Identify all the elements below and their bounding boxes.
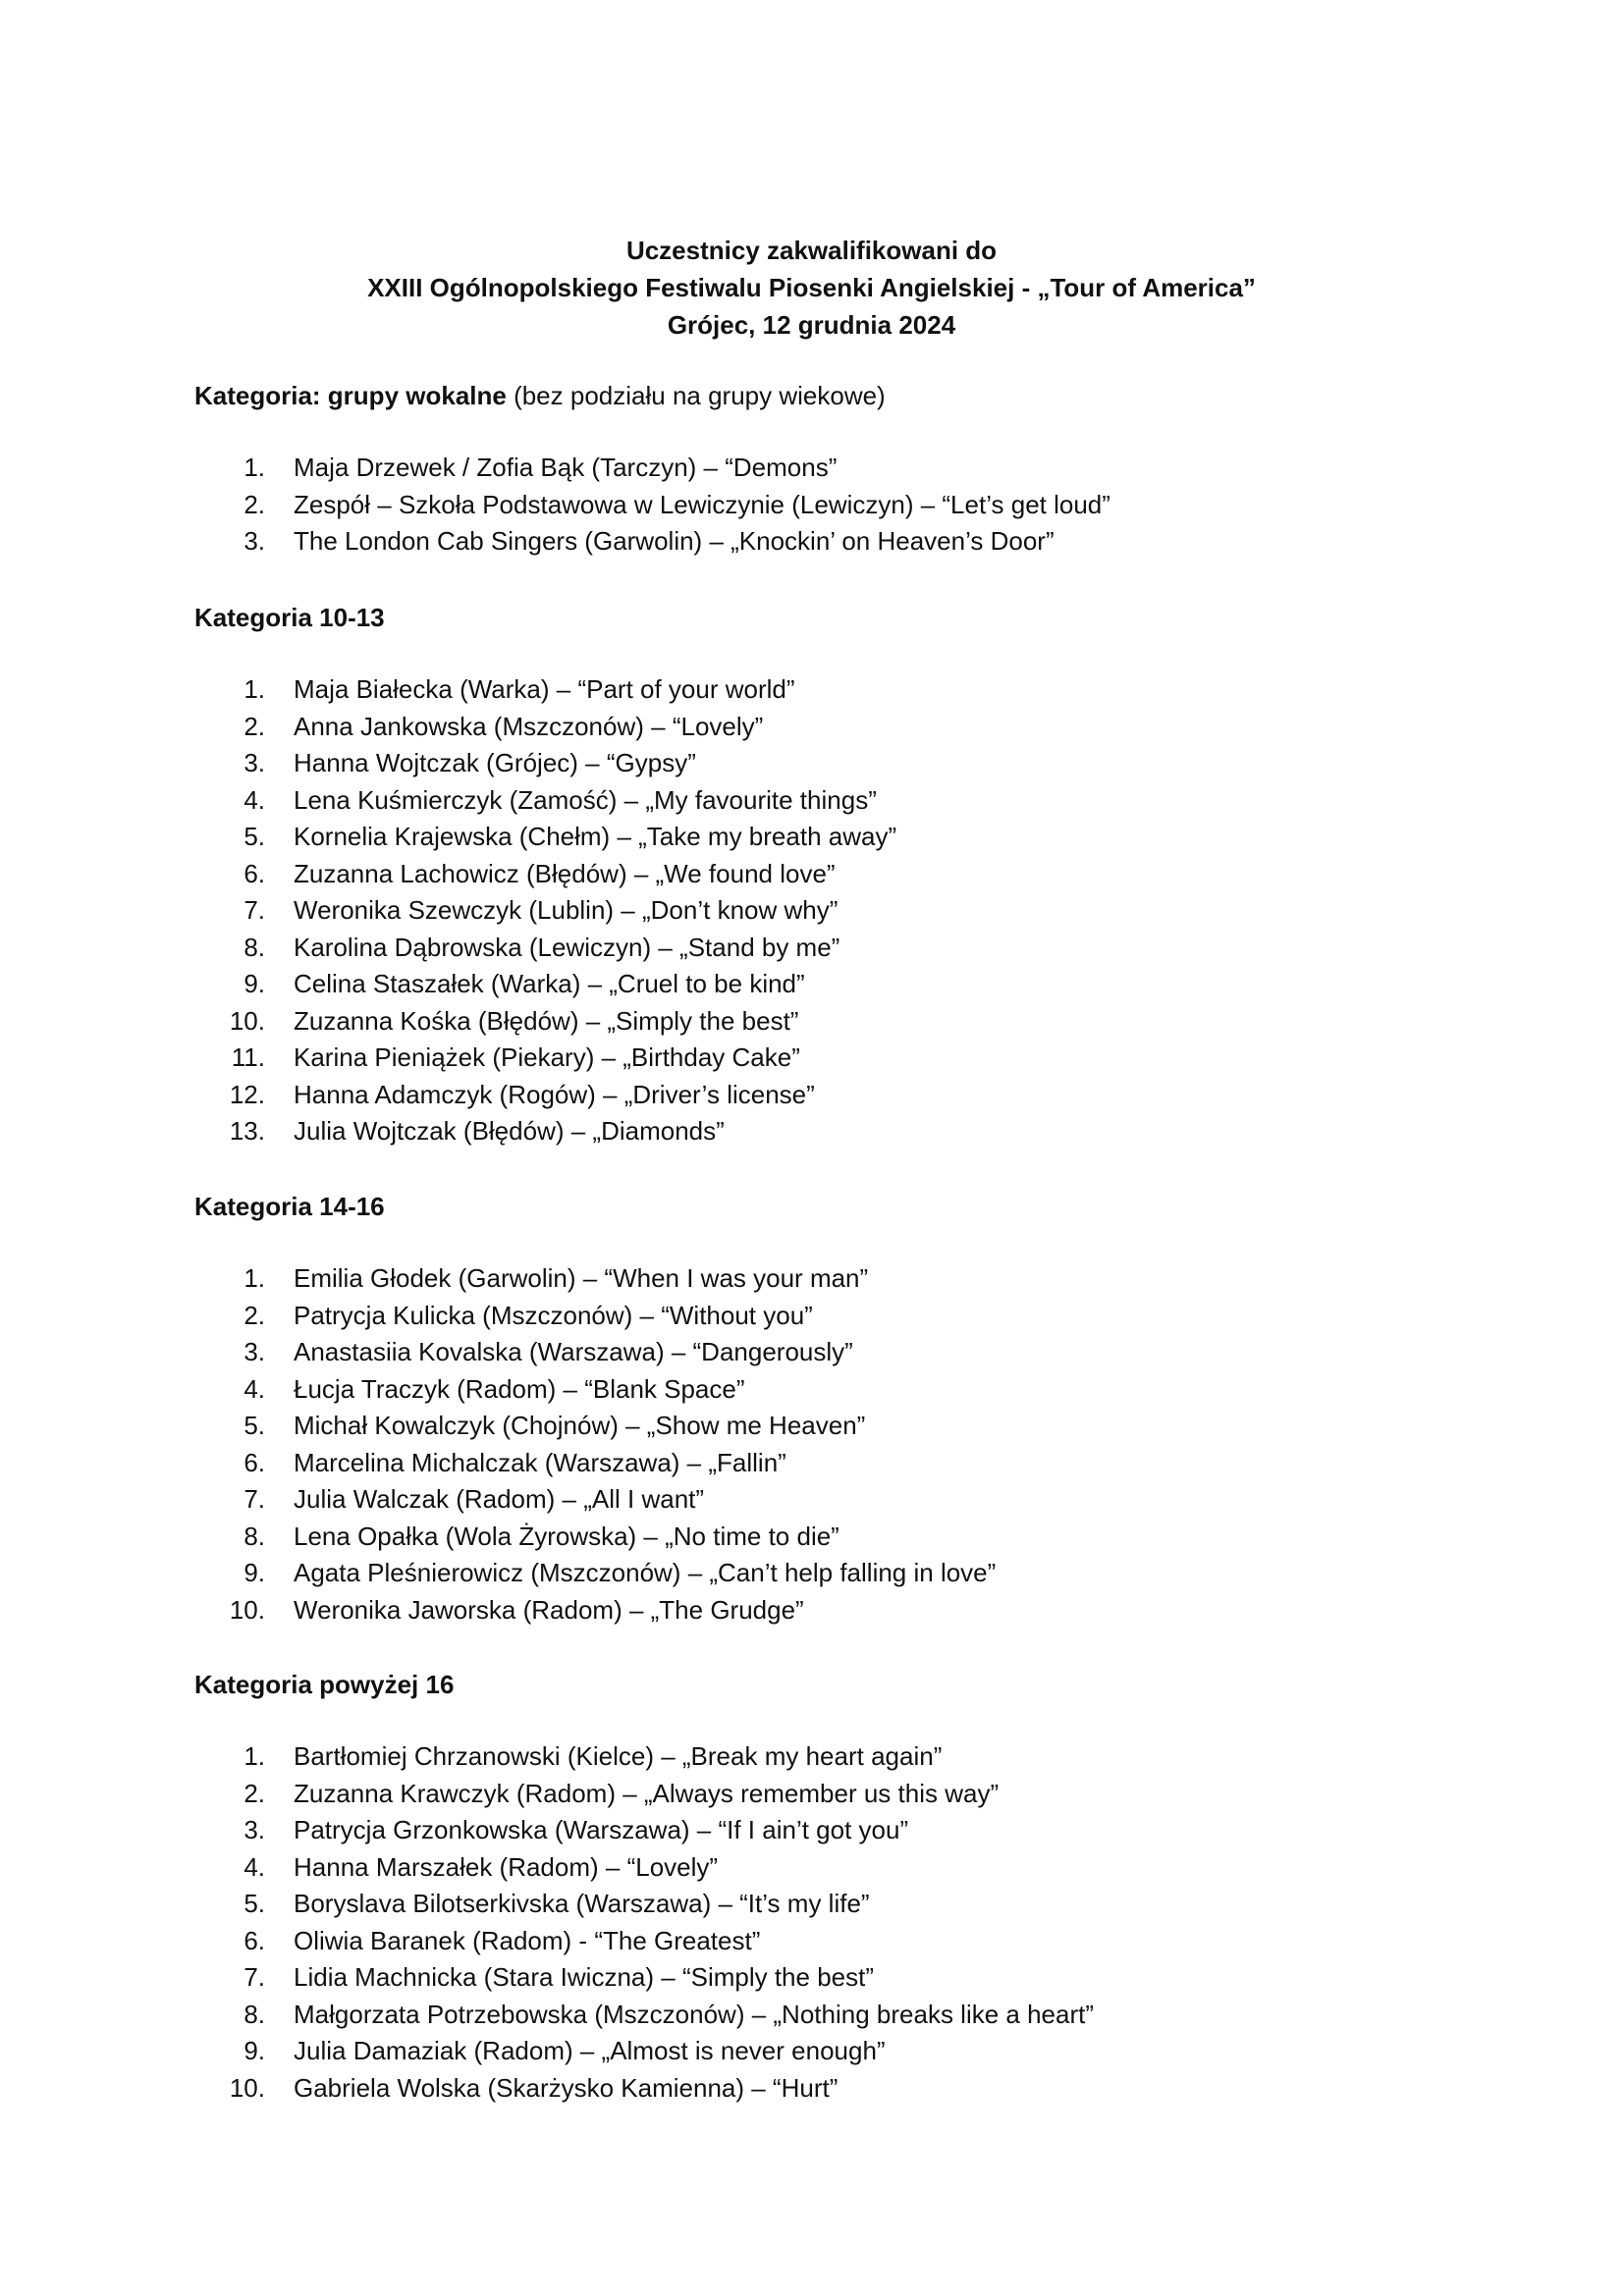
list-item-number: 5.: [243, 822, 265, 851]
list-item-number: 5.: [243, 1889, 265, 1918]
list-item-number: 2.: [243, 1778, 265, 1808]
list-item: [194, 709, 1471, 746]
list-item-text: Hanna Adamczyk (Rogów) – „Driver’s license”: [294, 1079, 815, 1109]
list-item: [194, 1408, 1471, 1445]
list-item-number: 5.: [243, 1411, 265, 1440]
list-item-number: 1.: [243, 453, 265, 482]
list-item-number: 13.: [229, 1116, 265, 1146]
section-age-over-16: [194, 1666, 1471, 2122]
list-item-text: Kornelia Krajewska (Chełm) – „Take my breath away”: [294, 822, 897, 851]
list-item: [194, 1849, 1471, 1887]
list-item-text: Julia Walczak (Radom) – „All I want”: [294, 1484, 705, 1514]
list-item-text: Anna Jankowska (Mszczonów) – “Lovely”: [294, 711, 764, 741]
list-item-number: 7.: [243, 1484, 265, 1514]
list-item-number: 6.: [243, 858, 265, 888]
list-item-text: Weronika Jaworska (Radom) – „The Grudge”: [294, 1594, 804, 1625]
section-age-10-13: [194, 599, 1471, 1166]
list-item: [194, 1555, 1471, 1592]
list-item: [194, 671, 1471, 709]
section-heading: [194, 1188, 1471, 1225]
list-item-number: 1.: [243, 1263, 265, 1293]
list-item-text: Agata Pleśnierowicz (Mszczonów) – „Can’t help falling in love”: [294, 1558, 997, 1587]
list-item-number: 4.: [243, 784, 265, 815]
list-item-number: 7.: [243, 1962, 265, 1992]
list-item: [194, 1592, 1471, 1629]
section-heading: [194, 599, 1471, 636]
list-item-number: 2.: [243, 711, 265, 741]
list-item: [194, 1923, 1471, 1960]
list-item: [194, 1738, 1471, 1776]
list-item-text: Michał Kowalczyk (Chojnów) – „Show me Heaven”: [294, 1411, 866, 1440]
list-item-text: Zuzanna Krawczyk (Radom) – „Always remember us this way”: [294, 1778, 1000, 1808]
list-item: [194, 1113, 1471, 1150]
list-item-number: 10.: [229, 1594, 265, 1625]
list-item-number: 12.: [229, 1079, 265, 1109]
list-item-text: Patrycja Kulicka (Mszczonów) – “Without you”: [294, 1300, 813, 1330]
list-item-text: Emilia Głodek (Garwolin) – “When I was your man”: [294, 1263, 869, 1293]
list-item: [194, 1003, 1471, 1041]
list-item-text: Hanna Marszałek (Radom) – “Lovely”: [294, 1851, 719, 1882]
list-item: [194, 487, 1471, 524]
section-heading-bold: Kategoria 10-13: [194, 603, 385, 632]
list-item-text: Anastasiia Kovalska (Warszawa) – “Dangerously”: [294, 1337, 853, 1366]
list-item-number: 8.: [243, 932, 265, 962]
section-heading: [194, 377, 1471, 414]
participant-list: [194, 1738, 1471, 2107]
document-title: [0, 232, 1623, 344]
list-item-text: Hanna Wojtczak (Grójec) – “Gypsy”: [294, 748, 696, 777]
list-item-number: 2.: [243, 1300, 265, 1330]
list-item-number: 1.: [243, 674, 265, 704]
list-item: [194, 1519, 1471, 1556]
participant-list: [194, 1260, 1471, 1629]
list-item-text: Bartłomiej Chrzanowski (Kielce) – „Break my heart again”: [294, 1741, 943, 1771]
list-item-text: Małgorzata Potrzebowska (Mszczonów) – „Nothing breaks like a heart”: [294, 1999, 1095, 2029]
list-item-number: 7.: [243, 895, 265, 925]
list-item: [194, 1298, 1471, 1335]
list-item-text: Celina Staszałek (Warka) – „Cruel to be kind”: [294, 969, 805, 998]
list-item: [194, 819, 1471, 856]
list-item: [194, 892, 1471, 930]
list-item: [194, 1371, 1471, 1409]
section-age-14-16: [194, 1188, 1471, 1644]
list-item-number: 6.: [243, 1447, 265, 1477]
section-heading-note: (bez podziału na grupy wiekowe): [506, 381, 886, 410]
list-item-text: Łucja Traczyk (Radom) – “Blank Space”: [294, 1373, 745, 1404]
list-item: [194, 1997, 1471, 2034]
list-item-number: 11.: [231, 1042, 265, 1072]
title-line-2: XXIII Ogólnopolskiego Festiwalu Piosenki Angielskiej - „Tour of America”: [367, 273, 1256, 302]
list-item-number: 3.: [243, 1337, 265, 1366]
list-item: [194, 1040, 1471, 1077]
list-item-number: 4.: [243, 1851, 265, 1882]
list-item-number: 4.: [243, 1373, 265, 1404]
list-item: [194, 1334, 1471, 1371]
list-item-text: The London Cab Singers (Garwolin) – „Knockin’ on Heaven’s Door”: [294, 526, 1055, 556]
section-heading-bold: Kategoria 14-16: [194, 1192, 385, 1221]
list-item-number: 8.: [243, 1521, 265, 1551]
list-item: [194, 1812, 1471, 1849]
list-item-number: 3.: [243, 1815, 265, 1844]
list-item-text: Julia Wojtczak (Błędów) – „Diamonds”: [294, 1116, 725, 1146]
list-item-text: Weronika Szewczyk (Lublin) – „Don’t know why”: [294, 895, 839, 925]
title-line-3: Grójec, 12 grudnia 2024: [667, 310, 956, 340]
list-item: [194, 450, 1471, 487]
section-vocal-groups: [194, 377, 1471, 576]
list-item-number: 9.: [243, 969, 265, 998]
list-item: [194, 523, 1471, 561]
list-item-number: 10.: [229, 2072, 265, 2103]
participant-list: [194, 450, 1471, 561]
list-item-number: 2.: [243, 489, 265, 519]
list-item-number: 1.: [243, 1741, 265, 1771]
list-item-text: Julia Damaziak (Radom) – „Almost is never enough”: [294, 2036, 886, 2065]
list-item-number: 3.: [243, 748, 265, 777]
list-item: [194, 782, 1471, 820]
list-item-text: Zuzanna Kośka (Błędów) – „Simply the best”: [294, 1005, 799, 1036]
list-item-text: Karina Pieniążek (Piekary) – „Birthday Cake”: [294, 1042, 800, 1072]
list-item-text: Maja Białecka (Warka) – “Part of your world”: [294, 674, 795, 704]
list-item-text: Karolina Dąbrowska (Lewiczyn) – „Stand by me”: [294, 932, 840, 962]
list-item: [194, 2033, 1471, 2070]
list-item-text: Lidia Machnicka (Stara Iwiczna) – “Simply the best”: [294, 1962, 875, 1992]
list-item: [194, 1260, 1471, 1298]
list-item: [194, 2070, 1471, 2108]
section-heading: [194, 1666, 1471, 1703]
list-item-number: 3.: [243, 526, 265, 556]
list-item-text: Zespół – Szkoła Podstawowa w Lewiczynie (Lewiczyn) – “Let’s get loud”: [294, 489, 1110, 519]
list-item: [194, 1886, 1471, 1923]
list-item: [194, 1481, 1471, 1519]
list-item: [194, 1959, 1471, 1997]
list-item-text: Patrycja Grzonkowska (Warszawa) – “If I ain’t got you”: [294, 1815, 909, 1844]
list-item-text: Lena Opałka (Wola Żyrowska) – „No time to die”: [294, 1521, 839, 1551]
list-item-text: Zuzanna Lachowicz (Błędów) – „We found love”: [294, 858, 836, 888]
list-item: [194, 856, 1471, 893]
list-item-text: Maja Drzewek / Zofia Bąk (Tarczyn) – “Demons”: [294, 453, 838, 482]
list-item: [194, 745, 1471, 782]
section-heading-bold: Kategoria powyżej 16: [194, 1670, 455, 1699]
list-item: [194, 1445, 1471, 1482]
list-item-number: 6.: [243, 1925, 265, 1955]
list-item-text: Boryslava Bilotserkivska (Warszawa) – “It’s my life”: [294, 1889, 870, 1918]
title-line-1: Uczestnicy zakwalifikowani do: [625, 236, 998, 265]
section-heading-bold: Kategoria: grupy wokalne: [194, 381, 507, 410]
list-item-number: 9.: [243, 1558, 265, 1587]
list-item-number: 10.: [229, 1005, 265, 1036]
list-item-number: 8.: [243, 1999, 265, 2029]
list-item: [194, 930, 1471, 967]
list-item: [194, 966, 1471, 1003]
list-item: [194, 1077, 1471, 1114]
list-item-text: Marcelina Michalczak (Warszawa) – „Fallin”: [294, 1447, 786, 1477]
participant-list: [194, 671, 1471, 1150]
list-item-number: 9.: [243, 2036, 265, 2065]
list-item-text: Gabriela Wolska (Skarżysko Kamienna) – “Hurt”: [294, 2072, 839, 2103]
list-item: [194, 1776, 1471, 1813]
list-item-text: Lena Kuśmierczyk (Zamość) – „My favourite things”: [294, 784, 877, 815]
list-item-text: Oliwia Baranek (Radom) - “The Greatest”: [294, 1925, 761, 1955]
